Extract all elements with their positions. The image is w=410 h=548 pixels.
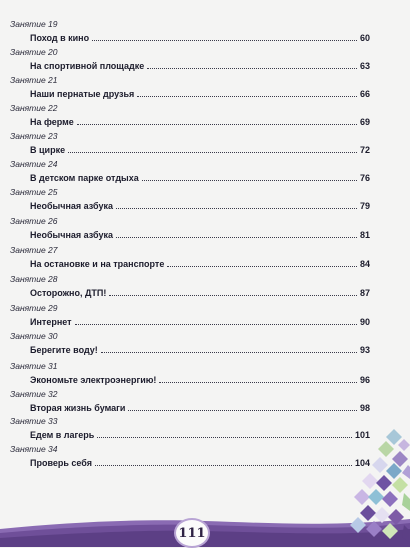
lesson-number: Занятие 25 xyxy=(10,187,58,197)
toc-entry xyxy=(10,75,372,103)
page-ref: 96 xyxy=(359,375,370,385)
lesson-title: В цирке xyxy=(30,145,66,155)
lesson-title: Едем в лагерь xyxy=(30,430,95,440)
page-ref: 84 xyxy=(359,259,370,269)
page-ref: 79 xyxy=(359,201,370,211)
lesson-title: Вторая жизнь бумаги xyxy=(30,403,126,413)
lesson-number: Занятие 31 xyxy=(10,361,58,371)
toc-entry xyxy=(10,389,372,417)
dot-leader xyxy=(97,436,352,438)
page-ref: 81 xyxy=(359,230,370,240)
lesson-number: Занятие 26 xyxy=(10,216,58,226)
toc-entry xyxy=(10,303,372,331)
lesson-number: Занятие 19 xyxy=(10,19,58,29)
lesson-title: Необычная азбука xyxy=(30,230,113,240)
dot-leader xyxy=(68,151,357,153)
lesson-number: Занятие 23 xyxy=(10,131,58,141)
dot-leader xyxy=(147,67,357,69)
toc-entry xyxy=(10,187,372,215)
page-number: 111 xyxy=(174,518,210,548)
lesson-number: Занятие 21 xyxy=(10,75,58,85)
page-ref: 98 xyxy=(359,403,370,413)
page-ref: 87 xyxy=(359,288,370,298)
lesson-title: На ферме xyxy=(30,117,74,127)
lesson-title: Наши пернатые друзья xyxy=(30,89,135,99)
lesson-title: Поход в кино xyxy=(30,33,90,43)
page-ref: 69 xyxy=(359,117,370,127)
lesson-title: В детском парке отдыха xyxy=(30,173,139,183)
lesson-number: Занятие 32 xyxy=(10,389,58,399)
lesson-number: Занятие 20 xyxy=(10,47,58,57)
lesson-number: Занятие 27 xyxy=(10,245,58,255)
lesson-title: Интернет xyxy=(30,317,72,327)
toc-entry xyxy=(10,444,372,472)
page-ref: 90 xyxy=(359,317,370,327)
lesson-title: На спортивной площадке xyxy=(30,61,145,71)
lesson-number: Занятие 29 xyxy=(10,303,58,313)
dot-leader xyxy=(75,323,357,325)
diamond-mosaic-icon xyxy=(350,427,410,547)
lesson-title: Экономьте электроэнергию! xyxy=(30,375,157,385)
toc-entry xyxy=(10,274,372,302)
page-ref: 76 xyxy=(359,173,370,183)
lesson-title: На остановке и на транспорте xyxy=(30,259,165,269)
dot-leader xyxy=(137,95,357,97)
toc-entry xyxy=(10,361,372,389)
lesson-number: Занятие 24 xyxy=(10,159,58,169)
dot-leader xyxy=(116,207,357,209)
page-ref: 72 xyxy=(359,145,370,155)
toc-entry xyxy=(10,131,372,159)
page-ref: 104 xyxy=(354,458,370,468)
dot-leader xyxy=(116,236,357,238)
toc-entry xyxy=(10,331,372,359)
lesson-title: Осторожно, ДТП! xyxy=(30,288,107,298)
toc-entry xyxy=(10,245,372,273)
lesson-title: Проверь себя xyxy=(30,458,92,468)
dot-leader xyxy=(77,123,357,125)
lesson-number: Занятие 30 xyxy=(10,331,58,341)
toc-entry xyxy=(10,19,372,47)
page-ref: 60 xyxy=(359,33,370,43)
dot-leader xyxy=(109,294,357,296)
toc-entry xyxy=(10,416,372,444)
toc-entry xyxy=(10,216,372,244)
toc-entry xyxy=(10,103,372,131)
page-ref: 93 xyxy=(359,345,370,355)
dot-leader xyxy=(95,464,352,466)
dot-leader xyxy=(167,265,357,267)
lesson-number: Занятие 28 xyxy=(10,274,58,284)
toc-entry xyxy=(10,159,372,187)
dot-leader xyxy=(128,409,357,411)
dot-leader xyxy=(101,351,357,353)
lesson-title: Необычная азбука xyxy=(30,201,113,211)
dot-leader xyxy=(159,381,357,383)
lesson-number: Занятие 22 xyxy=(10,103,58,113)
dot-leader xyxy=(92,39,357,41)
lesson-number: Занятие 33 xyxy=(10,416,58,426)
page-ref: 101 xyxy=(354,430,370,440)
lesson-number: Занятие 34 xyxy=(10,444,58,454)
page-ref: 66 xyxy=(359,89,370,99)
lesson-title: Берегите воду! xyxy=(30,345,98,355)
toc-entry xyxy=(10,47,372,75)
dot-leader xyxy=(142,179,357,181)
page-ref: 63 xyxy=(359,61,370,71)
